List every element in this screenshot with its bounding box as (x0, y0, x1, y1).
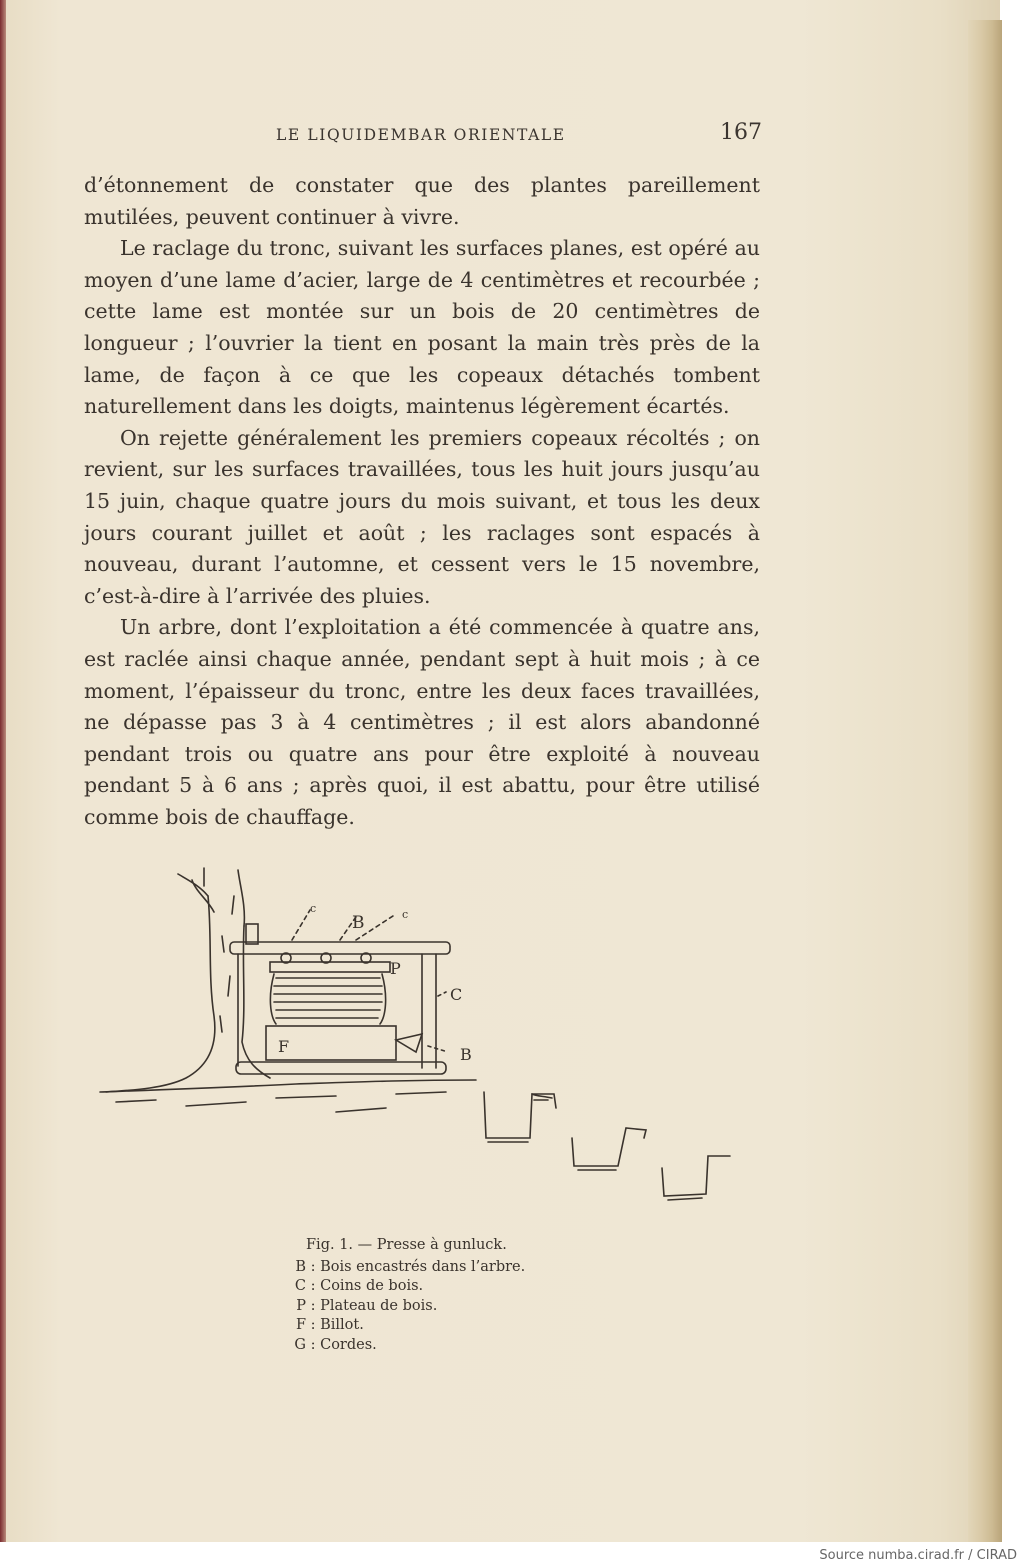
legend-text: : Plateau de bois. (310, 1297, 438, 1314)
source-credit: Source numba.cirad.fr / CIRAD (819, 1548, 1017, 1563)
legend-row (286, 1297, 606, 1317)
press-plate (270, 962, 390, 972)
ground-hatch (116, 1092, 446, 1112)
figure-label-c: c (402, 908, 409, 921)
paragraph: On rejette généralement les premiers copeaux récoltés ; on revient, sur les surfaces travaillées, tous les huit jours jusqu’au 15 juin, chaque quatre jours du mois suivant, et tous les deux jours courant juillet et août ; les raclages sont espacés à nouveau, durant l’automne, et cessent vers le 15 novembre, c’est-à-dire à l’arrivée des pluies. (84, 425, 760, 608)
figure-label-b: B (352, 913, 365, 933)
steps (572, 1128, 646, 1170)
press-base (236, 1062, 446, 1074)
legend-key: P (296, 1297, 306, 1314)
legend-text: : Coins de bois. (310, 1278, 424, 1295)
press-bundle (270, 974, 385, 1024)
steps (662, 1156, 730, 1196)
legend-text: : Cordes. (310, 1336, 377, 1353)
legend-row (286, 1277, 606, 1297)
ground (100, 1080, 476, 1092)
legend-row (286, 1336, 606, 1356)
paragraph: d’étonnement de constater que des plantes pareillement mutilées, peuvent continuer à vivre. (84, 173, 760, 229)
steps (484, 1092, 556, 1142)
figure-caption (286, 1236, 606, 1356)
paragraph: Le raclage du tronc, suivant les surfaces planes, est opéré au moyen d’une lame d’acier, large de 4 centimètres et recourbée ; cette lame est montée sur un bois de 20 centimètres de longueur ; l’ouvrier la tient en posant la main très près de la lame, de façon à ce que les copeaux détachés tombent naturellement dans les doigts, maintenus légèrement écartés. (84, 236, 760, 419)
press-rope (428, 992, 448, 1052)
press-post (422, 954, 436, 1068)
body-text (84, 170, 760, 833)
figure-label-c: c (310, 902, 317, 915)
press-drawing (96, 856, 756, 1226)
tree-trunk (106, 896, 215, 1092)
legend-key: B (295, 1258, 306, 1275)
press-bundle (274, 978, 382, 1018)
legend-text: : Billot. (310, 1317, 364, 1334)
figure-label-p: P (390, 959, 401, 978)
tree-branch (238, 870, 244, 926)
press-top-beam (230, 942, 450, 954)
figure-press-illustration (96, 856, 756, 1226)
press-rope (292, 910, 396, 940)
legend-text: : Bois encastrés dans l’arbre. (310, 1258, 526, 1275)
page-number: 167 (720, 120, 762, 145)
steps (668, 1198, 702, 1200)
legend-row (286, 1316, 606, 1336)
legend-key: G (294, 1336, 306, 1353)
legend-row (286, 1258, 606, 1278)
legend-key: F (295, 1317, 306, 1334)
figure-label-f: F (278, 1037, 290, 1056)
figure-label-c: C (450, 985, 463, 1004)
figure-label-b: B (460, 1045, 472, 1064)
page-header (84, 118, 764, 154)
page-stack-edge (968, 20, 1002, 1542)
paragraph: Un arbre, dont l’exploitation a été commencée à quatre ans, est raclée ainsi chaque année, pendant sept à huit mois ; à ce moment, l’épaisseur du tronc, entre les deux faces travaillées, ne dépasse pas 3 à 4 centimètres ; il est alors abandonné pendant trois ou quatre ans pour être exploité à nouveau pendant 5 à 6 ans ; après quoi, il est abattu, pour être utilisé comme bois de chauffage. (84, 615, 760, 829)
book-spine-edge (0, 0, 6, 1542)
running-title: LE LIQUIDEMBAR ORIENTALE (276, 126, 566, 144)
legend-key: C (294, 1278, 306, 1295)
caption-title: Fig. 1. — Presse à gunluck. (306, 1237, 507, 1253)
press-wedge (396, 1034, 422, 1052)
tree-block (246, 924, 258, 944)
